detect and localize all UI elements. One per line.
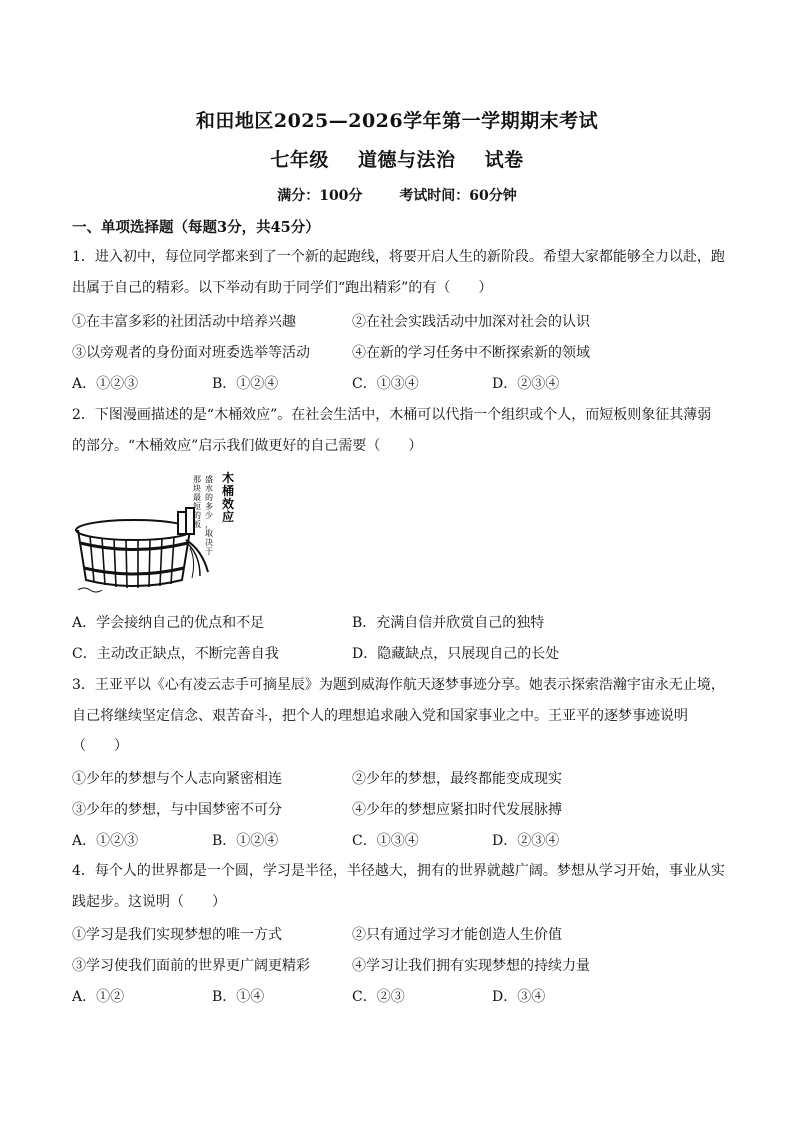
cartoon-title: 木桶效应 bbox=[222, 471, 235, 524]
question-1-option-a: A．①②③ bbox=[72, 376, 139, 392]
wooden-bucket-cartoon bbox=[72, 468, 235, 598]
question-3-stem-line-1: 3．王亚平以《心有凌云志手可摘星辰》为题到威海作航天逐梦事迹分享。她表示探索浩瀚宇宙永无止境， bbox=[72, 677, 725, 693]
question-2-stem-line-1: 2．下图漫画描述的是“木桶效应”。在社会生活中，木桶可以代指一个组织或个人，而短板则象征其薄弱 bbox=[72, 407, 712, 423]
question-2-option-b: B．充满自信并欣赏自己的独特 bbox=[352, 615, 545, 631]
question-3-item-1: ①少年的梦想与个人志向紧密相连 bbox=[72, 771, 282, 787]
question-1-stem-line-1: 1．进入初中，每位同学都来到了一个新的起跑线，将要开启人生的新阶段。希望大家都能够全力以赴，跑 bbox=[72, 249, 725, 265]
question-3-item-4: ④少年的梦想应紧扣时代发展脉搏 bbox=[352, 802, 562, 818]
exam-title: 和田地区2025—2026学年第一学期期末考试 bbox=[195, 110, 599, 132]
question-2-option-c: C．主动改正缺点，不断完善自我 bbox=[72, 646, 279, 662]
question-3-stem-line-3: （ ） bbox=[72, 738, 128, 754]
question-4-stem-line-1: 4．每个人的世界都是一个圆，学习是半径，半径越大，拥有的世界就越广阔。梦想从学习开始，事业从实 bbox=[72, 863, 725, 879]
question-3-option-d: D．②③④ bbox=[492, 833, 560, 849]
question-4-item-1: ①学习是我们实现梦想的唯一方式 bbox=[72, 927, 282, 943]
section-title: 一、单项选择题（每题3分，共45分） bbox=[72, 219, 320, 236]
question-4-option-a: A．①② bbox=[72, 989, 125, 1005]
question-2-option-a: A．学会接纳自己的优点和不足 bbox=[72, 615, 265, 631]
question-1-stem-line-2: 出属于自己的精彩。以下举动有助于同学们“跑出精彩”的有（ ） bbox=[72, 280, 493, 296]
question-2-stem-line-2: 的部分。“木桶效应”启示我们做更好的自己需要（ ） bbox=[72, 438, 423, 454]
question-3-stem-line-2: 自己将继续坚定信念、艰苦奋斗，把个人的理想追求融入党和国家事业之中。王亚平的逐梦事迹说明 bbox=[72, 708, 688, 724]
cartoon-caption: 盛水的多少，取决于 那块最短的板 bbox=[193, 475, 213, 556]
question-4-stem-line-2: 践起步。这说明（ ） bbox=[72, 894, 226, 910]
question-1-item-4: ④在新的学习任务中不断探索新的领域 bbox=[352, 345, 590, 361]
question-3-option-c: C．①③④ bbox=[352, 833, 419, 849]
question-2-option-d: D．隐藏缺点，只展现自己的长处 bbox=[352, 646, 560, 662]
exam-time: 考试时间：60分钟 bbox=[399, 188, 517, 204]
grade-label: 七年级 bbox=[270, 149, 329, 171]
question-4-item-2: ②只有通过学习才能创造人生价值 bbox=[352, 927, 562, 943]
question-4-option-d: D．③④ bbox=[492, 989, 546, 1005]
exam-subtitle bbox=[0, 145, 794, 172]
question-4-item-3: ③学习使我们面前的世界更广阔更精彩 bbox=[72, 958, 310, 974]
question-1-option-b: B．①②④ bbox=[212, 376, 279, 392]
question-3-item-3: ③少年的梦想，与中国梦密不可分 bbox=[72, 802, 282, 818]
full-score: 满分：100分 bbox=[277, 188, 363, 204]
question-1-item-3: ③以旁观者的身份面对班委选举等活动 bbox=[72, 345, 310, 361]
question-1-option-c: C．①③④ bbox=[352, 376, 419, 392]
paper-label: 试卷 bbox=[484, 149, 524, 171]
exam-info bbox=[0, 185, 794, 205]
question-1-item-2: ②在社会实践活动中加深对社会的认识 bbox=[352, 314, 590, 330]
question-4-option-b: B．①④ bbox=[212, 989, 265, 1005]
question-3-option-a: A．①②③ bbox=[72, 833, 139, 849]
question-1-item-1: ①在丰富多彩的社团活动中培养兴趣 bbox=[72, 314, 296, 330]
question-1-option-d: D．②③④ bbox=[492, 376, 560, 392]
question-3-item-2: ②少年的梦想，最终都能变成现实 bbox=[352, 771, 562, 787]
question-4-option-c: C．②③ bbox=[352, 989, 405, 1005]
question-4-item-4: ④学习让我们拥有实现梦想的持续力量 bbox=[352, 958, 590, 974]
subject-label: 道德与法治 bbox=[357, 149, 456, 171]
question-3-option-b: B．①②④ bbox=[212, 833, 279, 849]
